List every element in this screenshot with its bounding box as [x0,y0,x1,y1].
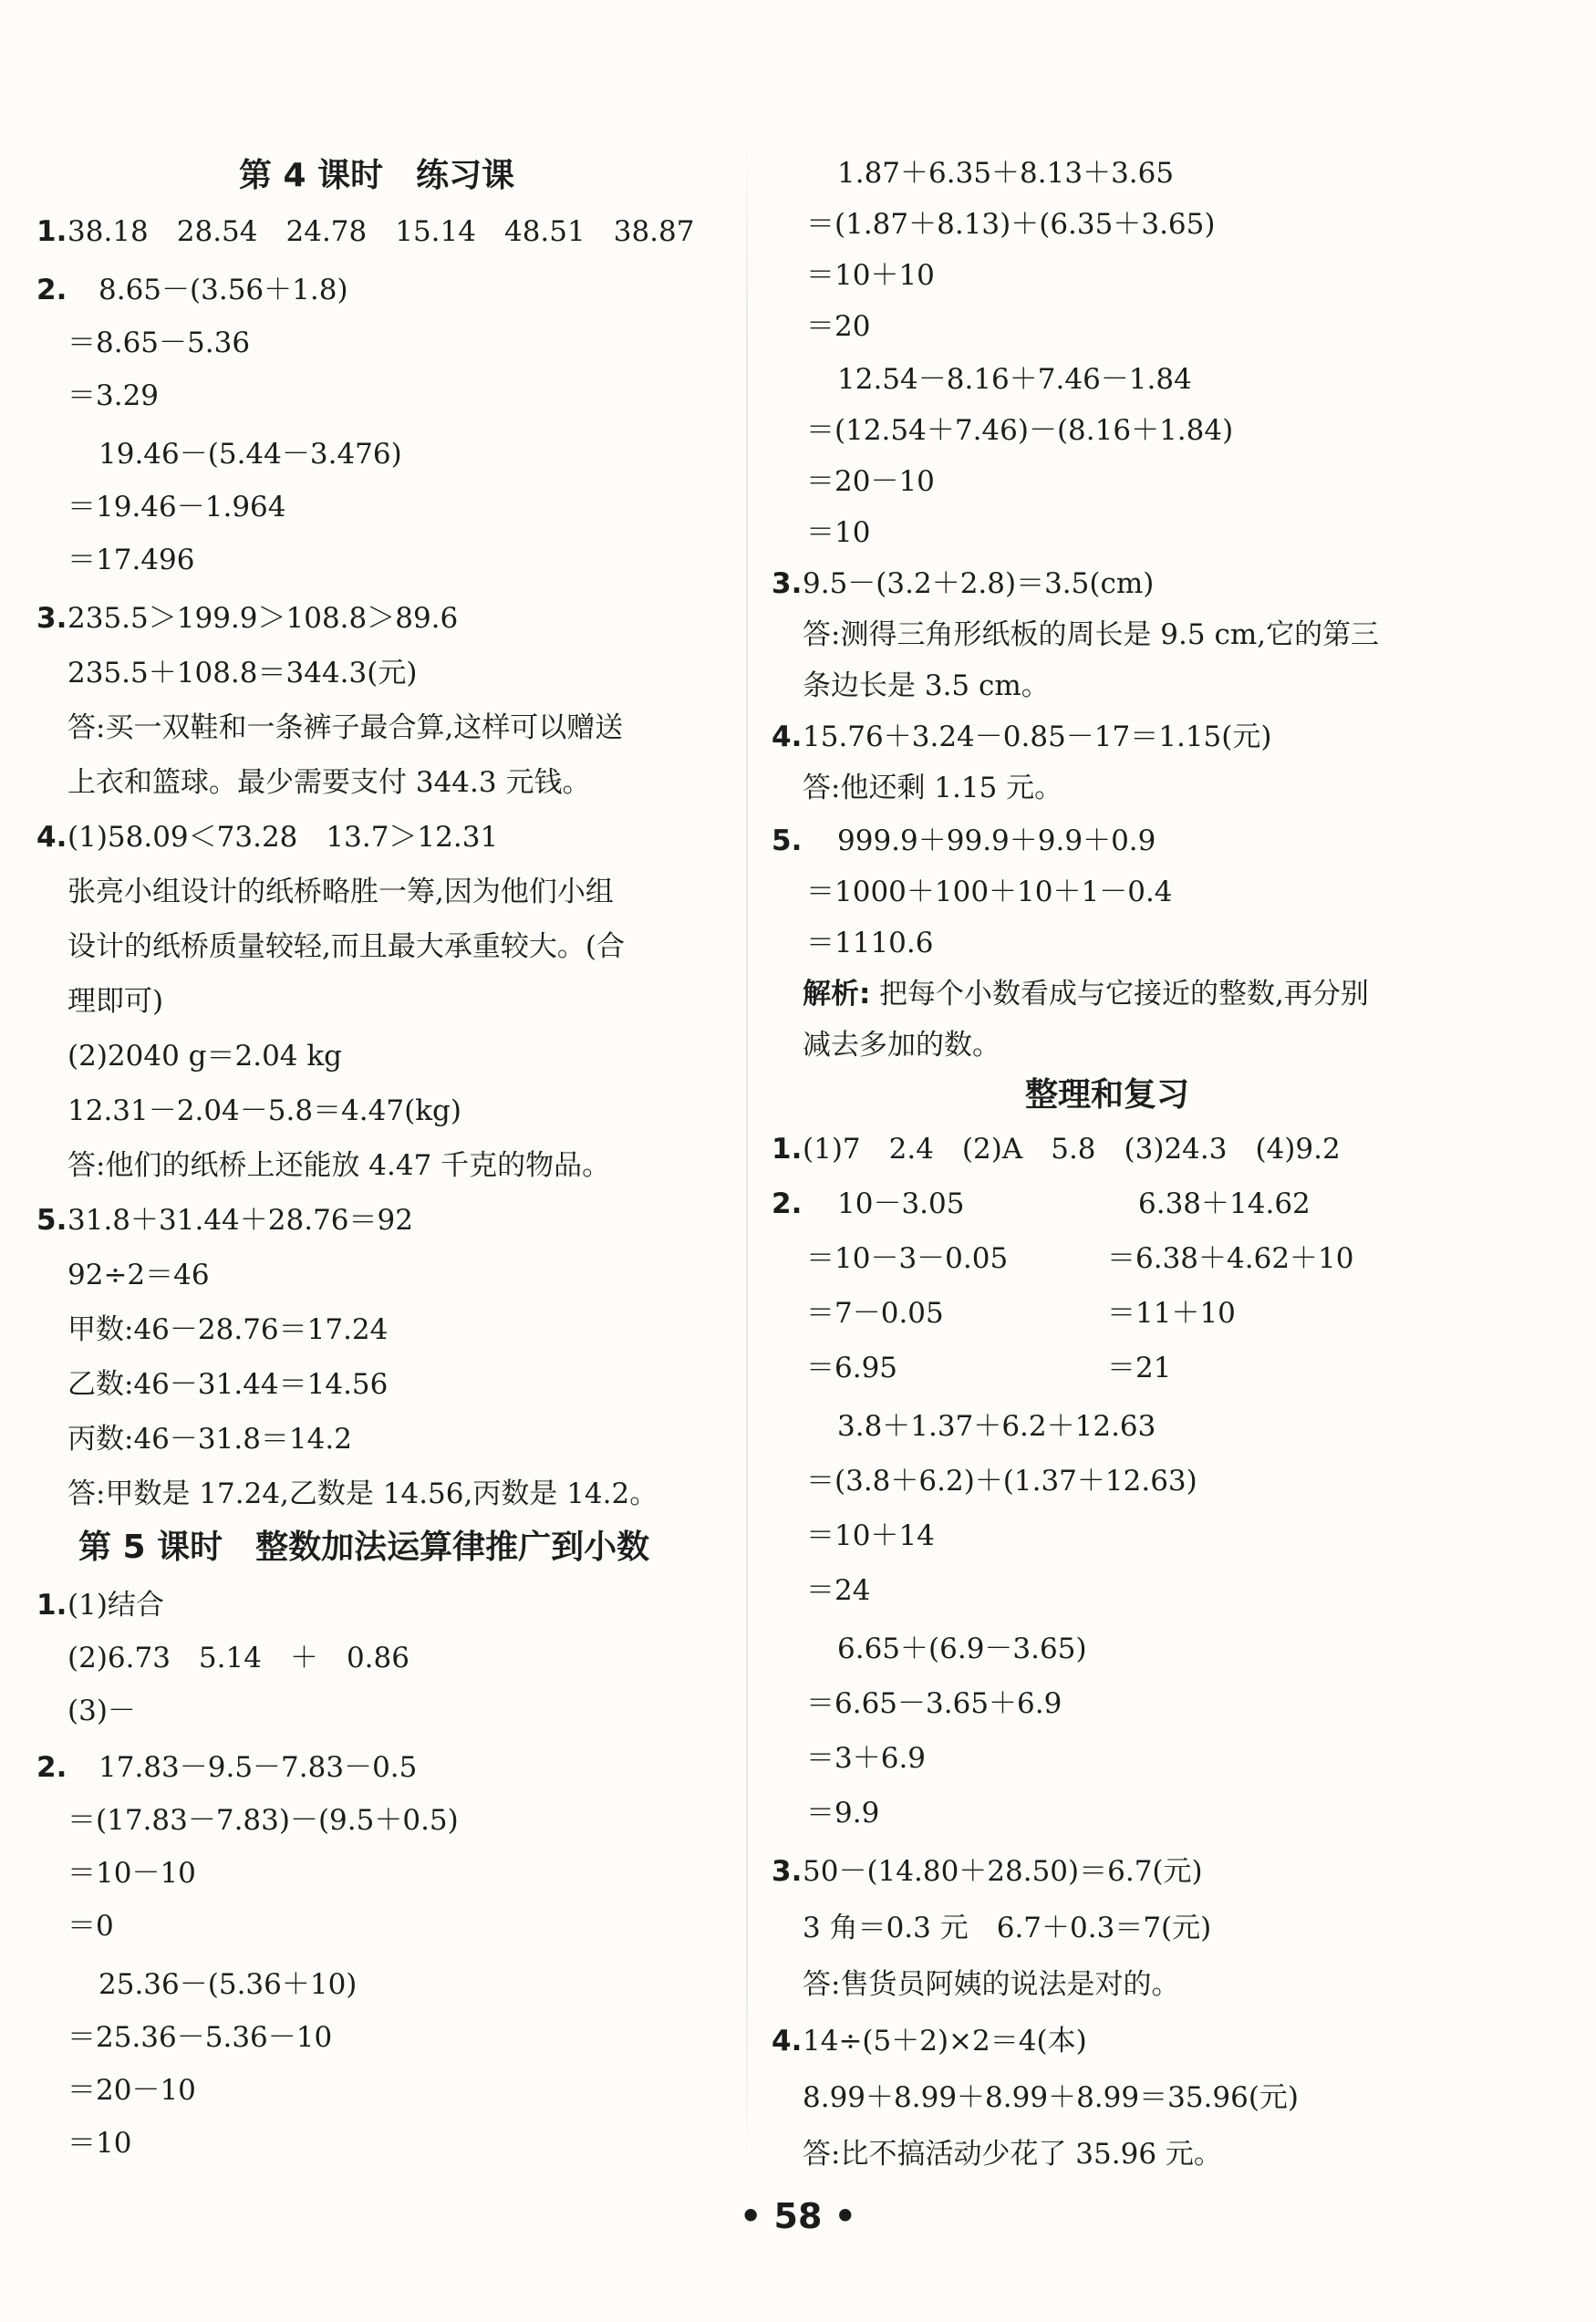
answer-line: 上衣和篮球。最少需要支付 344.3 元钱。 [67,766,591,799]
answer-line: ＝10 [67,2127,132,2160]
review-title: 整理和复习 [1025,1076,1190,1114]
answer-line: ＝17.496 [67,544,195,576]
answer-line: ＝6.38＋4.62＋10 [1107,1242,1354,1275]
answer-line: 999.9＋99.9＋9.9＋0.9 [837,824,1156,857]
answer-line: 答:买一双鞋和一条裤子最合算,这样可以赠送 [67,711,624,744]
analysis-line: 减去多加的数。 [803,1029,1000,1062]
answer-line: 答:测得三角形纸板的周长是 9.5 cm,它的第三 [803,618,1380,651]
answer-line: 19.46－(5.44－3.476) [98,438,402,471]
answer-line: ＝1110.6 [806,927,934,959]
analysis-line: 把每个小数看成与它接近的整数,再分别 [879,978,1369,1011]
r1-answer: (1)7 2.4 (2)A 5.8 (3)24.3 (4)9.2 [803,1133,1341,1166]
q2-number: 2. [36,274,67,306]
answer-line: ＝(1.87＋8.13)＋(6.35＋3.65) [806,208,1216,241]
answer-line: ＝20 [806,310,871,343]
answer-line: ＝10＋10 [806,259,935,292]
l5q1-number: 1. [36,1589,67,1622]
answer-line: 答:售货员阿姨的说法是对的。 [803,1968,1180,2001]
answer-line: 6.65＋(6.9－3.65) [837,1633,1087,1665]
answer-line: 17.83－9.5－7.83－0.5 [98,1751,418,1784]
answer-line: ＝(3.8＋6.2)＋(1.37＋12.63) [806,1465,1197,1498]
answer-line: 张亮小组设计的纸桥略胜一筹,因为他们小组 [67,876,614,908]
q4-number: 4. [36,821,67,854]
answer-line: (1)58.09＜73.28 13.7＞12.31 [67,821,499,854]
q3-number: 3. [36,602,67,635]
answer-line: ＝8.65－5.36 [67,327,251,359]
answer-line: ＝20－10 [67,2074,196,2107]
answer-line: 12.54－8.16＋7.46－1.84 [837,363,1192,396]
answer-line: 235.5＋108.8＝344.3(元) [67,657,418,689]
answer-line: 答:他们的纸桥上还能放 4.47 千克的物品。 [67,1149,611,1182]
lesson-4-title: 第 4 课时 练习课 [239,157,515,194]
answer-line: ＝25.36－5.36－10 [67,2021,333,2054]
answer-line: 条边长是 3.5 cm。 [803,669,1050,702]
r3-number: 3. [772,1855,803,1888]
answer-line: 丙数:46－31.8＝14.2 [67,1423,352,1456]
answer-line: 235.5＞199.9＞108.8＞89.6 [67,602,459,635]
answer-line: 31.8＋31.44＋28.76＝92 [67,1204,413,1237]
answer-line: 1.87＋6.35＋8.13＋3.65 [837,157,1175,190]
answer-line: ＝3＋6.9 [806,1742,927,1775]
answer-line: 答:比不搞活动少花了 35.96 元。 [803,2138,1222,2171]
l5q2-number: 2. [36,1751,67,1784]
analysis-label: 解析: [803,978,871,1011]
column-divider [746,137,748,2171]
answer-line: 乙数:46－31.44＝14.56 [67,1368,389,1401]
answer-line: 8.65－(3.56＋1.8) [98,274,348,306]
q1-answer: 38.18 28.54 24.78 15.14 48.51 38.87 [67,215,695,248]
answer-line: 9.5－(3.2＋2.8)＝3.5(cm) [803,567,1155,600]
answer-line: 理即可) [67,985,164,1018]
answer-line: ＝11＋10 [1107,1297,1236,1330]
answer-line: (1)结合 [67,1589,164,1622]
answer-line: ＝21 [1107,1352,1172,1384]
answer-line: ＝9.9 [806,1797,880,1830]
answer-line: ＝24 [806,1574,871,1607]
answer-line: ＝10－10 [67,1857,196,1890]
r-q3-number: 3. [772,567,803,600]
answer-line: 14÷(5＋2)×2＝4(本) [803,2025,1087,2058]
answer-line: (2)6.73 5.14 ＋ 0.86 [67,1642,409,1674]
answer-line: 甲数:46－28.76＝17.24 [67,1313,389,1346]
answer-line: 12.31－2.04－5.8＝4.47(kg) [67,1094,461,1127]
answer-line: ＝1000＋100＋10＋1－0.4 [806,876,1173,908]
answer-line: 50－(14.80＋28.50)＝6.7(元) [803,1855,1203,1888]
answer-line: 92÷2＝46 [67,1259,210,1291]
answer-line: 答:甲数是 17.24,乙数是 14.56,丙数是 14.2。 [67,1477,658,1510]
r-q5-number: 5. [772,824,803,857]
answer-line: ＝10－3－0.05 [806,1242,1009,1275]
answer-line: ＝10＋14 [806,1519,935,1552]
answer-line: ＝7－0.05 [806,1297,944,1330]
answer-line: ＝(17.83－7.83)－(9.5＋0.5) [67,1804,459,1837]
answer-line: 3.8＋1.37＋6.2＋12.63 [837,1410,1156,1443]
answer-line: ＝6.65－3.65＋6.9 [806,1687,1062,1720]
answer-line: 答:他还剩 1.15 元。 [803,772,1063,804]
q1-number: 1. [36,215,67,248]
answer-line: ＝20－10 [806,465,935,498]
answer-line: ＝6.95 [806,1352,898,1384]
answer-line: (3)－ [67,1695,136,1727]
r1-number: 1. [772,1133,803,1166]
answer-line: 25.36－(5.36＋10) [98,1968,358,2001]
answer-line: 设计的纸桥质量较轻,而且最大承重较大。(合 [67,930,625,963]
answer-line: ＝0 [67,1910,114,1943]
r2-number: 2. [772,1187,803,1220]
answer-line: ＝10 [806,516,871,549]
page-number: • 58 • [740,2196,856,2236]
answer-line: 8.99＋8.99＋8.99＋8.99＝35.96(元) [803,2081,1300,2114]
r4-number: 4. [772,2025,803,2058]
q5-number: 5. [36,1204,67,1237]
answer-line: ＝19.46－1.964 [67,491,286,523]
answer-line: 10－3.05 [837,1187,965,1220]
lesson-5-title: 第 5 课时 整数加法运算律推广到小数 [78,1529,650,1566]
answer-line: 3 角＝0.3 元 6.7＋0.3＝7(元) [803,1912,1212,1944]
answer-line: ＝3.29 [67,379,160,412]
answer-line: ＝(12.54＋7.46)－(8.16＋1.84) [806,414,1234,447]
r-q4-number: 4. [772,720,803,753]
answer-line: 15.76＋3.24－0.85－17＝1.15(元) [803,720,1272,753]
answer-line: 6.38＋14.62 [1138,1187,1311,1220]
answer-line: (2)2040 g＝2.04 kg [67,1040,343,1073]
